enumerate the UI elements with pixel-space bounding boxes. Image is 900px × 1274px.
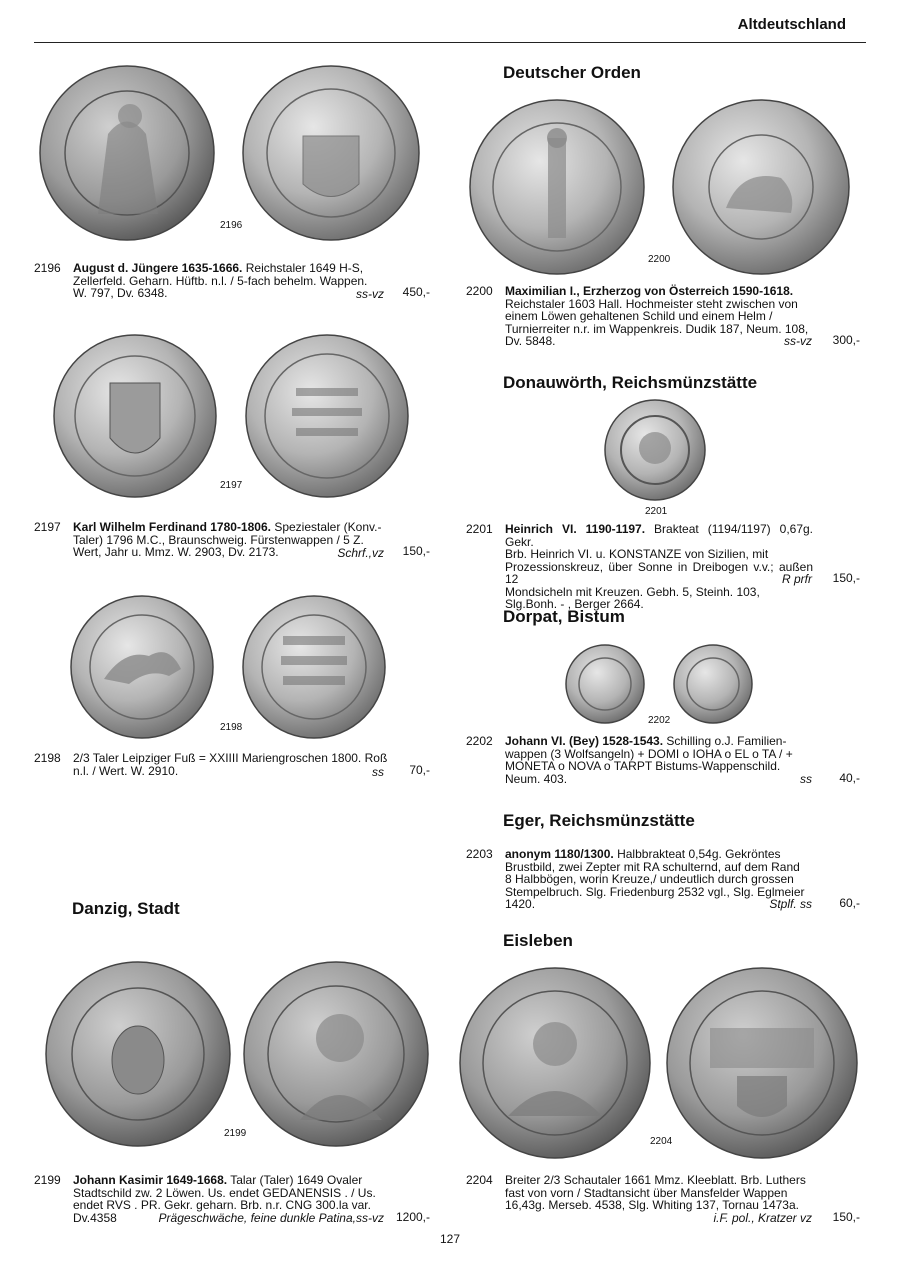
lot-desc-3: Wert, Jahr u. Mmz. W. 2903, Dv. 2173. [73, 545, 279, 559]
lot-desc-1: Reichstaler 1649 H-S, [245, 261, 364, 275]
coin-label-2198: 2198 [220, 722, 243, 733]
lot-price: 150,- [832, 571, 860, 585]
lot-2200 [466, 285, 860, 347]
lot-desc-1: Schilling o.J. Familien- [666, 734, 787, 748]
lot-desc-4: Stempelbruch. Slg. Friedenburg 2532 vgl., Slg. Eglmeier [505, 884, 805, 899]
lot-grade: Prägeschwäche, feine dunkle Patina,ss-vz [158, 1210, 384, 1225]
lot-desc-4: Neum. 403. [505, 771, 568, 786]
lot-number: 2202 [466, 734, 493, 748]
coin-2204-reverse [665, 966, 859, 1160]
lot-2199 [34, 1174, 430, 1224]
lot-desc-1: 2/3 Taler Leipziger Fuß = XXIIII Mariengroschen 1800. Roß [73, 751, 388, 765]
header-rule [34, 42, 866, 43]
section-title-deutscher-orden: Deutscher Orden [503, 63, 641, 82]
lot-2204 [466, 1173, 860, 1225]
lot-2202 [466, 735, 860, 785]
lot-desc-2: Zellerfeld. Geharn. Hüftb. n.l. / 5-fach behelm. Wappen. [73, 273, 368, 288]
coin-2196-reverse [241, 64, 421, 242]
lot-desc-2: Brb. Heinrich VI. u. KONSTANZE von Sizilien, mit [505, 547, 769, 561]
running-header: Altdeutschland [737, 16, 846, 33]
lot-number: 2204 [466, 1173, 493, 1187]
lot-grade: i.F. pol., Kratzer vz [713, 1210, 812, 1225]
lot-desc-5: Slg.Bonh. - , Berger 2664. [505, 597, 644, 611]
lot-price: 40,- [839, 771, 860, 785]
coin-label-2196: 2196 [220, 220, 243, 231]
coin-2199-obverse [44, 960, 232, 1148]
lot-desc-3: endet RVS . PR. Gekr. geharn. Brb. n.r. CNG 300.la var. [73, 1198, 371, 1212]
lot-grade: Stplf. ss [769, 896, 812, 911]
lot-price: 1200,- [395, 1210, 430, 1224]
coin-label-2197: 2197 [220, 480, 243, 491]
lot-desc-3: 16,43g. Merseb. 4538, Slg. Whiting 137, Tornau 1473a. [505, 1198, 799, 1212]
lot-number: 2203 [466, 847, 493, 861]
lot-number: 2200 [466, 284, 493, 298]
coin-2196-obverse [38, 64, 216, 242]
lot-desc-2: wappen (3 Wolfsangeln) + DOMI o IOHA o EL o TA / + [505, 746, 793, 761]
coin-2200-reverse [671, 98, 851, 276]
lot-price: 300,- [832, 333, 860, 347]
coin-2199-reverse [242, 960, 430, 1148]
lot-title: Karl Wilhelm Ferdinand 1780-1806. [73, 520, 271, 534]
lot-grade: ss [372, 764, 384, 779]
lot-title: Johann Kasimir 1649-1668. [73, 1173, 228, 1187]
lot-grade: Schrf.,vz [337, 545, 384, 560]
section-title-donauwoerth: Donauwörth, Reichsmünzstätte [503, 373, 758, 392]
lot-desc-1: Breiter 2/3 Schautaler 1661 Mmz. Kleeblatt. Brb. Luthers [505, 1173, 806, 1187]
coin-2202-reverse [672, 643, 754, 725]
lot-title: Johann VI. (Bey) 1528-1543. [505, 734, 664, 748]
lot-desc-3: 8 Halbbögen, worin Kreuze,/ undeutlich durch grossen [505, 872, 794, 886]
lot-price: 150,- [832, 1210, 860, 1224]
lot-desc-1: Brakteat (1194/1197) 0,67g. Gekr. [505, 522, 814, 549]
lot-price: 450,- [402, 285, 430, 299]
coin-2202-obverse [564, 643, 646, 725]
lot-price: 60,- [839, 896, 860, 910]
lot-number: 2199 [34, 1173, 61, 1187]
lot-desc-1: Talar (Taler) 1649 Ovaler [230, 1173, 363, 1187]
lot-title: anonym 1180/1300. [505, 847, 614, 861]
lot-desc-1: Speziestaler (Konv.- [274, 520, 382, 534]
lot-desc-2: n.l. / Wert. W. 2910. [73, 763, 179, 778]
coin-2198-obverse [69, 594, 215, 740]
lot-desc-4: Dv. 5848. [505, 334, 556, 348]
lot-desc-2: Taler) 1796 M.C., Braunschweig. Fürstenwappen / 5 Z. [73, 532, 364, 547]
lot-desc-2: fast von vorn / Stadtansicht über Mansfelder Wappen [505, 1185, 788, 1200]
lot-grade: ss [800, 771, 812, 786]
lot-grade: R prfr [782, 571, 812, 586]
lot-desc-2: Stadtschild zw. 2 Löwen. Us. endet GEDANENSIS . / Us. [73, 1185, 376, 1200]
lot-price: 70,- [409, 763, 430, 777]
lot-number: 2197 [34, 520, 61, 534]
lot-desc-3: Prozessionskreuz, über Sonne in Dreibogen v.v.; außen 12 [505, 559, 813, 586]
lot-title: Heinrich VI. 1190-1197. [505, 522, 646, 536]
lot-2203 [466, 848, 860, 910]
lot-desc-4: Dv.4358 [73, 1210, 117, 1225]
lot-desc-2: Brustbild, zwei Zepter mit RA schulternd, auf dem Rand [505, 859, 800, 874]
lot-number: 2201 [466, 522, 493, 536]
coin-label-2199: 2199 [224, 1128, 247, 1139]
lot-2201 [466, 522, 860, 611]
coin-2197-reverse [244, 333, 410, 499]
coin-label-2201: 2201 [645, 506, 668, 517]
lot-grade: ss-vz [356, 286, 384, 301]
lot-number: 2196 [34, 261, 61, 275]
section-title-dorpat: Dorpat, Bistum [503, 607, 625, 626]
coin-2201 [603, 398, 707, 502]
lot-desc-1: Reichstaler 1603 Hall. Hochmeister steht zwischen von [505, 296, 798, 311]
lot-desc-4: Mondsicheln mit Kreuzen. Gebh. 5, Steinh. 103, [505, 584, 760, 599]
lot-2197 [34, 521, 430, 559]
lot-desc-1: Halbbrakteat 0,54g. Gekröntes [617, 847, 781, 861]
coin-2204-obverse [458, 966, 652, 1160]
lot-2198 [34, 752, 430, 778]
coin-label-2204: 2204 [650, 1136, 673, 1147]
page-number: 127 [439, 1232, 461, 1246]
lot-desc-5: 1420. [505, 897, 536, 911]
section-title-eisleben: Eisleben [503, 931, 573, 950]
coin-2198-reverse [241, 594, 387, 740]
lot-2196 [34, 262, 430, 300]
lot-desc-3: MONETA o NOVA o TARPT Bistums-Wappenschild. [505, 759, 781, 773]
lot-price: 150,- [402, 544, 430, 558]
coin-label-2202: 2202 [648, 715, 671, 726]
coin-2200-obverse [468, 98, 646, 276]
lot-desc-3: W. 797, Dv. 6348. [73, 286, 168, 300]
lot-number: 2198 [34, 751, 61, 765]
section-title-eger: Eger, Reichsmünzstätte [503, 811, 695, 830]
lot-title: Maximilian I., Erzherzog von Österreich 1590-1618. [505, 284, 794, 298]
coin-label-2200: 2200 [648, 254, 671, 265]
coin-2197-obverse [52, 333, 218, 499]
lot-grade: ss-vz [784, 333, 812, 348]
lot-desc-2: einem Löwen gehaltenen Schild und einem Helm / [505, 309, 773, 323]
lot-title: August d. Jüngere 1635-1666. [73, 261, 243, 275]
section-title-danzig: Danzig, Stadt [72, 899, 180, 918]
lot-desc-3: Turnierreiter n.r. im Wappenkreis. Dudik 187, Neum. 108, [505, 321, 809, 336]
